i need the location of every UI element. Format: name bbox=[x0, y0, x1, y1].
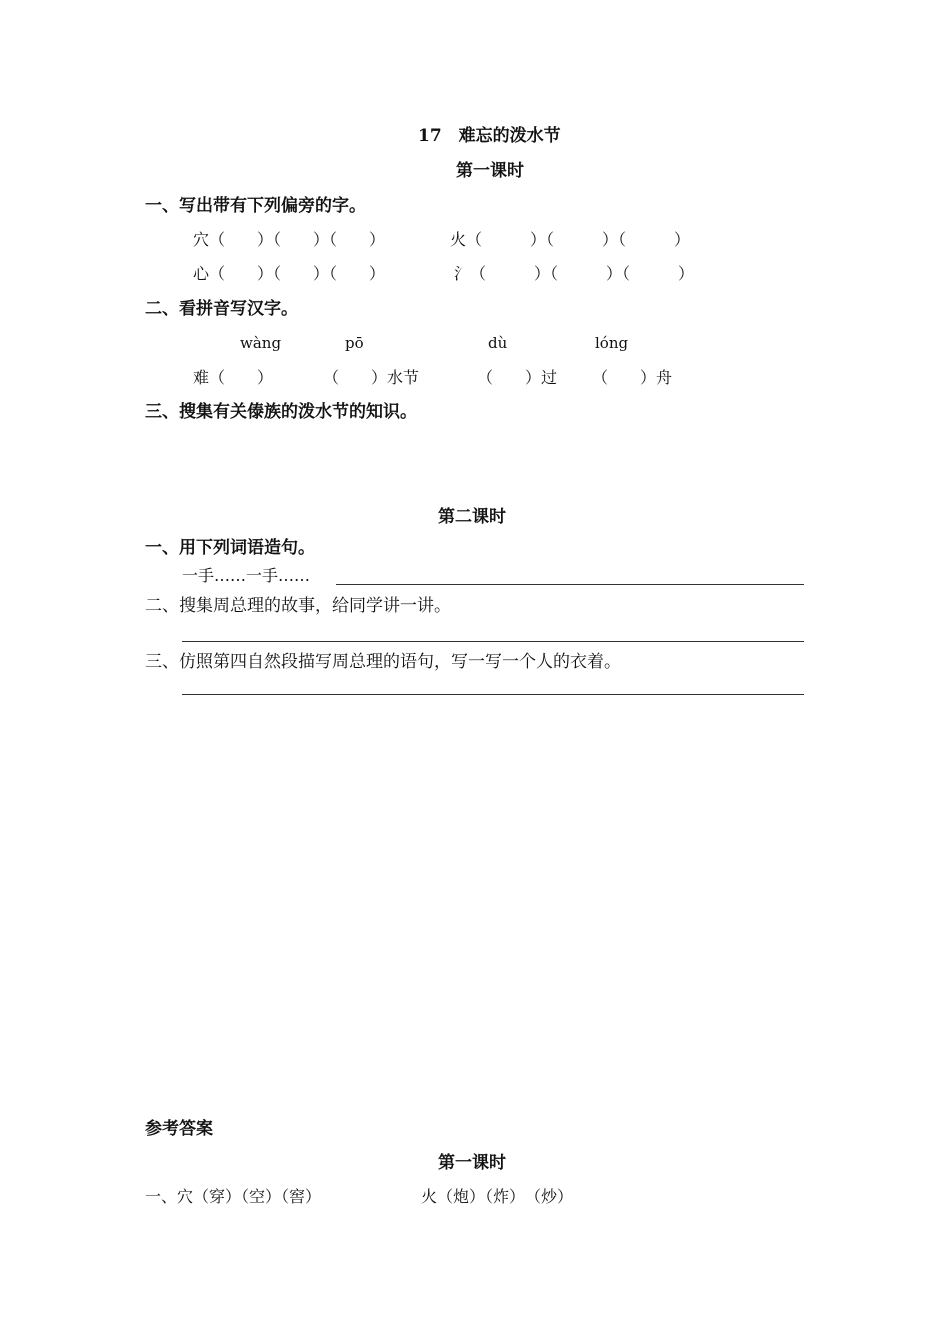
lesson1-question2-label: 二、看拼音写汉字。 bbox=[145, 299, 298, 319]
pinyin-2: pō bbox=[345, 334, 364, 352]
word-item-4: （ ）舟 bbox=[592, 368, 673, 387]
answer-line-2 bbox=[182, 641, 804, 642]
lesson1-question3-label: 三、搜集有关傣族的泼水节的知识。 bbox=[145, 402, 417, 422]
answers-heading: 参考答案 bbox=[145, 1119, 213, 1139]
pinyin-4: lóng bbox=[595, 334, 629, 352]
lesson1-question1-label: 一、写出带有下列偏旁的字。 bbox=[145, 196, 366, 216]
page-title: 17 难忘的泼水节 bbox=[418, 126, 561, 146]
radical-row2-left: 心（ ）（ ）（ ） bbox=[193, 264, 386, 283]
answer-line-3 bbox=[182, 694, 804, 695]
word-item-3: （ ）过 bbox=[477, 368, 558, 387]
sentence-prompt: 一手……一手…… bbox=[182, 566, 311, 585]
answer-1-left: 一、穴（穿）（空）（窖） bbox=[145, 1187, 322, 1206]
pinyin-3: dù bbox=[488, 334, 508, 352]
lesson1-heading: 第一课时 bbox=[456, 161, 524, 181]
answers-lesson1-heading: 第一课时 bbox=[438, 1153, 506, 1173]
word-item-2: （ ）水节 bbox=[323, 368, 420, 387]
answer-1-right: 火（炮）（炸） （炒） bbox=[421, 1187, 574, 1206]
radical-row1-right: 火（ ）（ ）（ ） bbox=[450, 230, 691, 249]
word-item-1: 难（ ） bbox=[193, 368, 274, 387]
answer-line-1 bbox=[336, 584, 804, 585]
lesson2-question2-label: 二、搜集周总理的故事，给同学讲一讲。 bbox=[145, 596, 451, 616]
lesson2-question3-label: 三、仿照第四自然段描写周总理的语句，写一写一个人的衣着。 bbox=[145, 652, 621, 672]
lesson2-question1-label: 一、用下列词语造句。 bbox=[145, 538, 315, 558]
lesson2-heading: 第二课时 bbox=[438, 507, 506, 527]
radical-row2-right: 氵（ ）（ ）（ ） bbox=[454, 264, 695, 283]
radical-row1-left: 穴（ ）（ ）（ ） bbox=[193, 230, 386, 249]
pinyin-1: wàng bbox=[240, 334, 282, 352]
